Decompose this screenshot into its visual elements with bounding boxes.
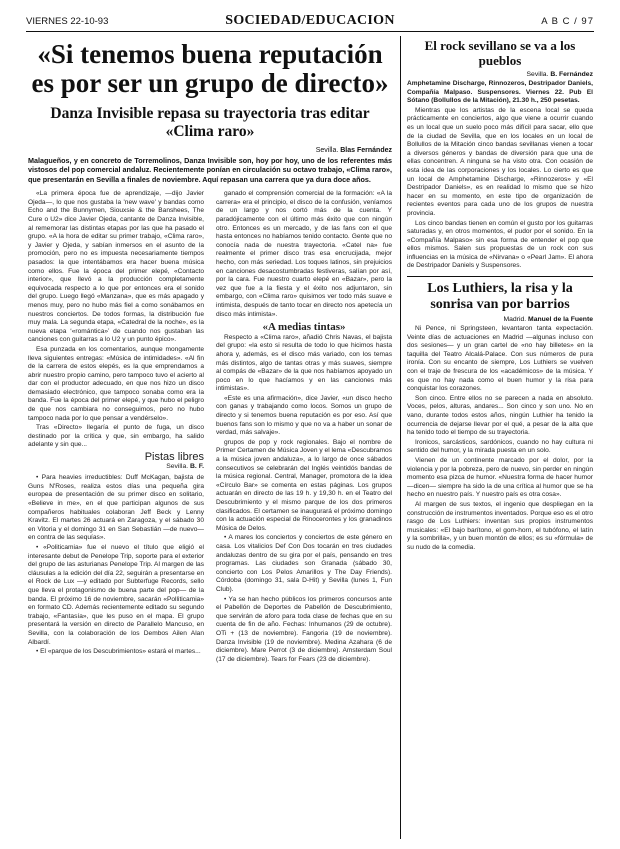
byline-city: Sevilla. [526, 71, 551, 78]
byline-author: B. Fernández [550, 71, 593, 78]
byline-city: Sevilla. [315, 147, 341, 154]
pistas-city: Sevilla. [166, 462, 191, 470]
sidebar-body-rock [407, 80, 593, 271]
headline: «Si tenemos buena reputación es por ser un grupo de directo» [31, 39, 389, 98]
sidebar-body-luthiers [407, 325, 593, 552]
paragraph: Tras «Directo» llegaría el punto de fuga, un disco destinado por la crítica y que, sin embargo, ha salido adelante y sin que... [28, 424, 204, 449]
paragraph: • Ya se han hecho públicos los primeros concursos ante el Pabellón de Deportes de Pabellón de Descubrimiento, que servirán de aforo para toda clase de fechas que en su cuenta de fin de año. Fechas: Inhumanos (29 de octubre). OTi + (13 de noviembre). Fangoria (19 de noviembre). Danza Invisible (19 de noviembre). Medina Azahara (6 de diciembre). Mare Perrot (3 de diciembre). Amsterdam Soul (17 de diciembre). Tears for Fears (23 de diciembre). [216, 595, 392, 663]
column-divider [400, 36, 401, 839]
sidebar-headline-rock: El rock sevillano se va a los pueblos [424, 38, 576, 68]
paragraph: Esa punzada en los comentarios, aunque mongamente lleva siguientes entregas: «Música de intimidades». «Al fin de la carrera de estos elepés, es la que emprendamos a abrir nuestro propio camino, pero tampoco tuvo el acierto al dar con el productor adecuado, en que nos hizo un disco demasiado electrónico, que tampoco sonaba como era la banda. Fue la época del primer elepé, y que hubo el peligro de que nos cambiara no conseguimos, pero no hubo tampoco nada por lo que pensar a vendérselo». [28, 345, 204, 422]
paragraph: • El «parque de los Descubrimientos» estará el martes... [36, 648, 201, 656]
byline-author: Manuel de la Fuente [528, 316, 593, 324]
sidebar-headline-luthiers: Los Luthiers, la risa y la sonrisa van por barrios [427, 281, 573, 313]
paragraph: Son cinco. Entre ellos no se parecen a nada en absoluto. Voces, pelos, alturas, andares... Son cinco y son uno. No en vano, durante todos estos años, ningún Luthier ha tenido la ocurrencia de dejarse llevar por el qué, a pesar de la alta que ha tenido todo el tiempo de su trayectoria. [407, 394, 593, 437]
paragraph: grupos de pop y rock regionales. Bajo el nombre de Primer Certamen de Música Joven y el lema «Descubramos a la música joven andaluza», a lo largo de once sábados consecutivos se celebrarán del Inglés veintidós bandas de la música regional. Central, Manager, promotora de la idea «Círculo Bar» se comenta en estas páginas. Los grupos actuarán en directo de las 19 h. y 19,30 h. en el Teatro del Descubrimiento y el mismo parque de los dos primeros clasificados. El certamen se inaugurará el próximo domingo con la actuación especial de Rinocerontes y los granadinos Música de Delos. [216, 438, 392, 532]
paragraph: Respecto a «Clima raro», añadió Chris Navas, el bajista del grupo: «la esto si resulta de todo lo que hicimos hasta ahora y, además, es el disco más variado, con los temas más distintos, algo de tantas otras y más suaves, siempre al compás de «Bazar» de la que nos habíamos apoyado un poco en lo que hacíamos y en las canciones más intimistas». [216, 333, 392, 393]
subheadline: Danza Invisible repasa su trayectoria tras editar «Clima raro» [50, 105, 370, 140]
paragraph: Ironicos, sarcásticos, sardónicos, cuando no hay cultura ni sentido del humor, y la mirada puesta en un solo. [407, 438, 593, 455]
intertitle: «A medias tintas» [262, 321, 346, 334]
paragraph: Los cinco bandas tienen en común el gusto por los guitarras saturadas y, en otros momentos, el pudor por el sonido. En la «Compañía Malpaso» sin esa forma de entender el pop que ellos mismos. Salen sus propuestas de un rock con sus influencias en la música de «Nirvana» o «Pearl Jam». El ahora de Destripador Daniels y Suspensores. [407, 219, 593, 270]
sidebar-byline-rock [407, 71, 593, 78]
paragraph: Vienen de un continente marcado por el dolor, por la violencia y por la pobreza, pero de nuevo, sin perder en ningún momento esa pizca de humor. «Nuestra forma de hacer humor —dicen— siempre ha sido la de una crítica al humor que se ha hecho en nuestro país. Y nuestro país es otra cosa». [407, 456, 593, 499]
issue-date: VIERNES 22-10-93 [26, 16, 109, 27]
sidebar [407, 36, 593, 554]
paragraph: Ni Pence, ni Springsteen, levantaron tanta expectación. Veinte días de actuaciones en Madrid —algunas incluso con dos sesiones— y un gran cartel de «no hay billetes» en la taquilla del Teatro Alcalá-Palace. Con sus números de pura ironía. Con su encanto de siempre, Los Luthiers se vuelven con el traje de frescura de los «académicos» de la música. Y es que no hay nada como el buen humor y la risa para conquistar los corazones. [407, 325, 593, 393]
article-columns [28, 190, 392, 665]
paragraph: Mientras que los artistas de la escena local se queda prácticamente en conciertos, algo que viene a ocurrir cuando es un local que un suelo poco más difícil para sacar, ello que de la ciudad de Sevilla, que en los locales en un local de Bollullos de la Mitación cinco bandas sevillanas vienen a tocar a diversos géneros y bandas de diversión para que una de ellas concentren. A ninguna se ha visto otra. Con ocasión de esta idea de las corporaciones y los locales. Lo cierto es que un local de Amphetamine Discharge, «Rinnozeros» y «El Destripador Daniels», es en realidad lo mismo que se hizo hacer en su momento, en este tipo de organización de recientes eventos para cada uno de los grupos de nuestra provincia. [407, 106, 593, 217]
event-info: Amphetamine Discharge, Rinnozeros, Destripador Daniels, Compañía Malpaso. Suspensores. Viernes 22. Pub El Sótano (Bollullos de la Mitación), 21.30 h., 250 pesetas. [407, 80, 593, 105]
paragraph: «La primera época fue de aprendizaje, —dijo Javier Ojeda—, lo que nos gustaba la 'new wave' y bandas como Echo and the Bunnymen, Siouxsie & the Banshees, The Cure o U2» dice Javier Ojeda, cantante de Danza Invisible, al rememorar las distintas etapas por las que ha pasado el grupo. «A la hora de editar su primer trabajo, «Clima raro», y Javier y Ojeda, y sabían inmersos en el asunto de la promoción, pero no es impuesta necesariamente tiempos pasados: la que intentábamos era hacer buena música como ellos. Fue la época del primer elepé, «Contacto interior», que llevó a la producción completamente equivocada respecto a lo que por entonces era el sonido del grupo. Luego llegó «Manzana», que es más apagado y menos muy, pero no hubo más fiel a como sonábamos en nuestros conciertos. De todos formas, la distribución fue muy mala. La segunda etapa, «Catedral de la noche», es la nueva etapa ‘«romántica»’ de cuando nos gustaban las canciones con guitarras a lo U2 y un punto épico». [28, 190, 204, 344]
main-article [28, 36, 392, 665]
pistas-byline [28, 463, 204, 472]
byline [28, 147, 392, 154]
pistas-author: B. F. [190, 462, 204, 470]
paragraph: ganado el comprensión comercial de la formación: «A la carrera» era el principio, el disco de la confusión, veníamos de un largo y nos cortó más de la cuenta. Y paradójicamente con el último más éxito que con ningún otro. Entonces es un mercado, y de las fans con el que hasta entonces no habíamos tenido contacto. Gente que no conocía nada de nuestra trayectoria. «Catel na» fue realmente el primer disco tras esa encrucijada, mejor hecho, con más seriedad. Los toques latinos, sin prejuicios en canciones desacostumbradas festiveras, salían por así, por la cara. Fue nuestro cuarto elepé en «Bazar», pero la vez que fue a la fiesta y el éxito nos adjuntaron, sin embargo, con «Clima raro» quisimos ver todo más suave e intimista, después de tanto tocar en directo nos apetecía un disco más intimista». [216, 190, 392, 318]
byline-author: Blas Fernández [340, 147, 392, 154]
sidebar-byline-luthiers [407, 316, 593, 323]
pistas-libres-title: Pistas libres [144, 451, 204, 464]
paragraph: • Para heavies irreductibles: Duff McKagan, bajista de Guns N'Roses, realiza estos días una pequeña gira europea de presentación de su primer disco en solitario, «Believe in me», en el que participan algunos de sus compañeros habituales colaboran Jeff Beck y Lenny Kravitz. El martes 26 actuará en Zaragoza, y el sábado 30 en Vitoria y el domingo 31 en San Sebastián —de nuevo— en contra de las sequías». [28, 474, 204, 542]
column-left [28, 190, 204, 665]
section-title: SOCIEDAD/EDUCACION [225, 13, 395, 28]
header-rule [26, 31, 594, 32]
lead-paragraph: Malagueños, y en concreto de Torremolinos, Danza Invisible son, hoy por hoy, uno de los referentes más vistosos del pop comercial andaluz. Recientemente ponían en circulación su octavo trabajo, «Clima raro», que presentarán en Sevilla a finales de noviembre. Aquí repasan una carrera que ya dura doce años. [28, 156, 392, 184]
paragraph: • «Politicamia» fue el nuevo el título que eligió el interesante debut de Penelope Trip, soporte para el exterior del grupo de las asturianas Penelope Trip. Al margen de las cláusulas a la edición del día 22, seguirán a presentarse en el Rock de Lux —y editado por Subterfuge Records, sello que lleva el protagonismo de buena parte del pop— de la banda. El próximo 16 de noviembre, sacarán «Polliticamia» en formato CD. Además recientemente editado su segundo trabajo, «Fantasía», que les puso en el mapa. El grupo presentará la versión en directo de Parallelo Mancuso, en Sevilla, con la colaboración de los Dembos Ailen Alan Albardí. [28, 543, 204, 646]
sidebar-divider [407, 276, 593, 277]
byline-city: Madrid. [503, 316, 529, 324]
paragraph: • A mares los conciertos y conciertos de este género en casa. Los vitalicios Def Con Dos tocarán en tres ciudades andaluzas dentro de su gira por el país, pensando en tres programas. Las ciudades son Granada (sábado 30, concierto con Los Pelos Amarillos y The Day Friends). Córdoba (domingo 31, sala D-Hit) y Sevilla (lunes 1, Fun Club). [216, 534, 392, 593]
paragraph: Al margen de sus textos, el ingenio que despliegan en la construcción de instrumentos inventados. Porque eso es el otro rasgo de Los Luthiers: inventan sus propios instrumentos musicales: «El bajo barítono, el gom-horn, el tubófono, el latín y la sombrilla», y un buen montón de ellos; es su «fórmula» de su nudo de la comedia. [407, 500, 593, 551]
page-number: A B C / 97 [541, 16, 594, 27]
column-right [216, 190, 392, 665]
paragraph: «Este es una afirmación», dice Javier, «un disco hecho con ganas y trabajando como locos. Somos un grupo de directo y si tenemos buena reputación es por eso. Así que buenos fans son lo mismo y que no va a haber un sonar de verdad, más salvaje». [216, 394, 392, 437]
page-header [26, 14, 594, 30]
